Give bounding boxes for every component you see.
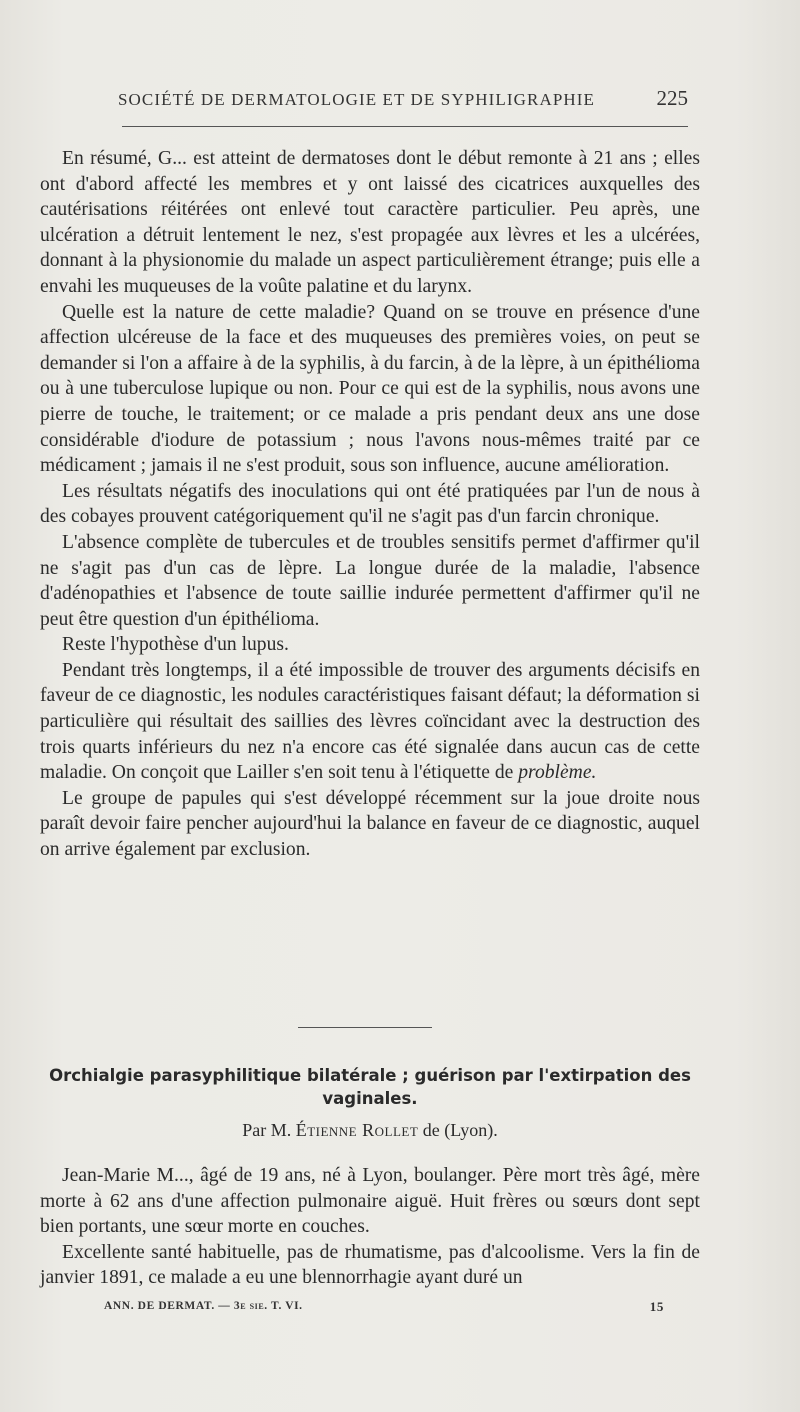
header-rule bbox=[122, 126, 688, 127]
paragraph: Les résultats négatifs des inoculations qui ont été pratiquées par l'un de nous à des cobayes prouvent catégoriquement qu'il ne s'agit pas d'un farcin chronique. bbox=[40, 480, 700, 528]
page-number: 225 bbox=[656, 86, 688, 110]
paragraph: Excellente santé habituelle, pas de rhumatisme, pas d'alcoolisme. Vers la fin de janvier 1891, ce malade a eu une blennorrhagie ayant duré un bbox=[40, 1241, 700, 1289]
running-title: SOCIÉTÉ DE DERMATOLOGIE ET DE SYPHILIGRAPHIE bbox=[118, 90, 596, 109]
paragraph-text: Pendant très longtemps, il a été impossible de trouver des arguments décisifs en faveur de ce diagnostic, les nodules caractéristiques faisant défaut; la déformation si particulière qui résultait des saillies des lèvres coïncidant avec la destruction des trois quarts inférieurs du nez n'a encore cas été signalée dans aucun cas de cette maladie. On conçoit que Lailler s'en soit tenu à l'étiquette de bbox=[40, 659, 700, 784]
paragraph: Jean-Marie M..., âgé de 19 ans, né à Lyon, boulanger. Père mort très âgé, mère morte à 62 ans d'une affection pulmonaire aiguë. Huit frères ou sœurs dont sept bien portants, une sœur morte en couches. bbox=[40, 1165, 700, 1238]
paragraph-with-italic bbox=[40, 658, 700, 786]
signature-mark: ANN. DE DERMAT. — 3e sie. T. VI. bbox=[104, 1300, 303, 1312]
italic-word: problème. bbox=[518, 762, 597, 784]
section-divider bbox=[298, 1027, 432, 1028]
signature-number: 15 bbox=[649, 1299, 664, 1314]
paragraph: En résumé, G... est atteint de dermatoses dont le début remonte à 21 ans ; elles ont d'abord affecté les membres et y ont laissé des cicatrices auxquelles des cautérisations réitérées ont enlevé tout caractère particulier. Peu après, une ulcération a détruit lentement le nez, s'est propagée aux lèvres et les a ulcérées, donnant à la physionomie du malade un aspect particulièrement étrange; puis elle a envahi les muqueuses de la voûte palatine et du larynx. bbox=[40, 148, 700, 297]
running-header bbox=[118, 86, 688, 116]
paragraph: Le groupe de papules qui s'est développé récemment sur la joue droite nous paraît devoir faire pencher aujourd'hui la balance en faveur de ce diagnostic, auquel on arrive également par exclusion. bbox=[40, 787, 700, 861]
article-body bbox=[40, 1163, 700, 1291]
paragraph: Quelle est la nature de cette maladie? Quand on se trouve en présence d'une affection ulcéreuse de la face et des muqueuses des premières voies, on peut se demander si l'on a affaire à de la syphilis, à du farcin, à de la lèpre, à un épithélioma ou à une tuberculose lupique ou non. Pour ce qui est de la syphilis, nous avons une pierre de touche, le traitement; or ce malade a pris pendant deux ans une dose considérable d'iodure de potassium ; nous l'avons nous-mêmes traité par ce médicament ; jamais il ne s'est produit, sous son influence, aucune amélioration. bbox=[40, 301, 700, 477]
paragraph: L'absence complète de tubercules et de troubles sensitifs permet d'affirmer qu'il ne s'agit pas d'un cas de lèpre. La longue durée de la maladie, l'absence d'adénopathies et l'absence de toute saillie indurée permettent d'affirmer qu'il ne peut être question d'un épithélioma. bbox=[40, 531, 700, 630]
byline-prefix: Par M. bbox=[242, 1120, 292, 1140]
byline bbox=[40, 1120, 700, 1141]
byline-author: Étienne Rollet bbox=[295, 1120, 419, 1140]
article-title: Orchialgie parasyphilitique bilatérale ; guérison par l'extirpation des vaginales. bbox=[49, 1066, 691, 1108]
section-body bbox=[40, 146, 700, 863]
byline-suffix: de (Lyon). bbox=[422, 1120, 498, 1140]
paragraph: Reste l'hypothèse d'un lupus. bbox=[62, 634, 289, 656]
